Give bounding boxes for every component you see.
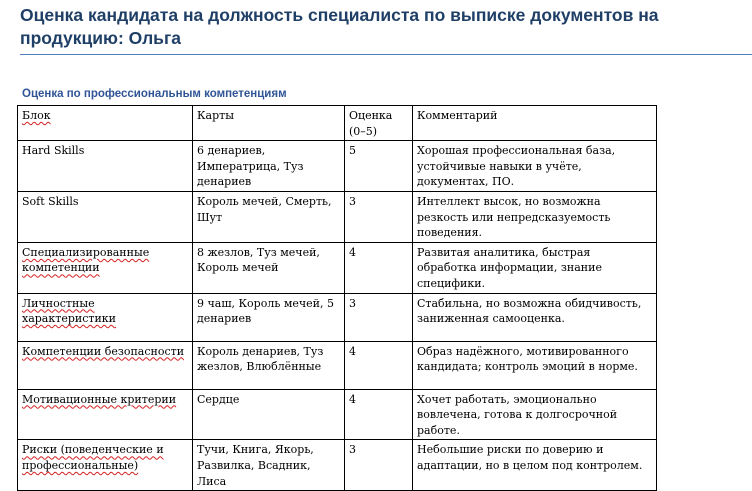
- cell-comment: Хочет работать, эмоционально вовлечена, готова к долгосрочной работе.: [413, 389, 657, 440]
- cell-score: 3: [345, 191, 413, 242]
- cell-score: 3: [345, 440, 413, 491]
- table-row: [18, 341, 657, 389]
- header-score: Оценка (0–5): [345, 106, 413, 141]
- cell-cards: 8 жезлов, Туз мечей, Король мечей: [193, 242, 345, 293]
- cell-cards: Тучи, Книга, Якорь, Развилка, Всадник, Лиса: [193, 440, 345, 491]
- cell-block: Специализированные компетенции: [18, 242, 193, 293]
- cell-cards: Король денариев, Туз жезлов, Влюблённые: [193, 341, 345, 389]
- cell-comment: Образ надёжного, мотивированного кандидата; контроль эмоций в норме.: [413, 341, 657, 389]
- cell-cards: Король мечей, Смерть, Шут: [193, 191, 345, 242]
- section-heading: Оценка по профессиональным компетенциям: [22, 88, 287, 100]
- cell-block: Компетенции безопасности: [18, 341, 193, 389]
- cell-comment: Хорошая профессиональная база, устойчивые навыки в учёте, документах, ПО.: [413, 141, 657, 192]
- table-row: [18, 141, 657, 192]
- cell-block: Личностные характеристики: [18, 293, 193, 341]
- competency-table: [17, 105, 657, 491]
- cell-comment: Развитая аналитика, быстрая обработка информации, знание специфики.: [413, 242, 657, 293]
- cell-cards: 9 чаш, Король мечей, 5 денариев: [193, 293, 345, 341]
- cell-score: 5: [345, 141, 413, 192]
- table-header-row: [18, 106, 657, 141]
- cell-block: Soft Skills: [18, 191, 193, 242]
- table-row: [18, 191, 657, 242]
- document-title: Оценка кандидата на должность специалиста по выписке документов на продукцию: Ольга: [20, 5, 659, 48]
- cell-score: 4: [345, 341, 413, 389]
- cell-cards: Сердце: [193, 389, 345, 440]
- cell-comment: Стабильна, но возможна обидчивость, заниженная самооценка.: [413, 293, 657, 341]
- cell-block: Hard Skills: [18, 141, 193, 192]
- table-row: [18, 389, 657, 440]
- cell-score: 4: [345, 242, 413, 293]
- header-block: Блок: [18, 106, 193, 141]
- table-row: [18, 242, 657, 293]
- cell-comment: Небольшие риски по доверию и адаптации, но в целом под контролем.: [413, 440, 657, 491]
- title-divider: [20, 54, 752, 55]
- cell-block: Мотивационные критерии: [18, 389, 193, 440]
- header-cards: Карты: [193, 106, 345, 141]
- cell-score: 4: [345, 389, 413, 440]
- cell-score: 3: [345, 293, 413, 341]
- cell-comment: Интеллект высок, но возможна резкость или непредсказуемость поведения.: [413, 191, 657, 242]
- header-comment: Комментарий: [413, 106, 657, 141]
- cell-block: Риски (поведенческие и профессиональные): [18, 440, 193, 491]
- table-row: [18, 293, 657, 341]
- cell-cards: 6 денариев, Императрица, Туз денариев: [193, 141, 345, 192]
